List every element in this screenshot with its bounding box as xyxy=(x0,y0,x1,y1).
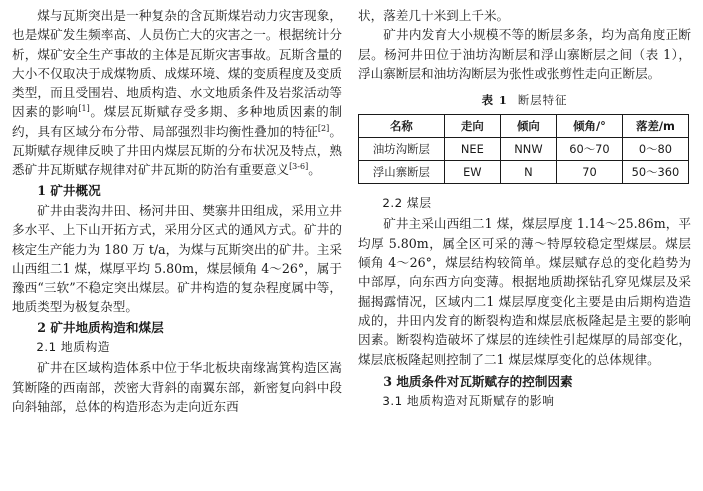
section-heading-2-1-text: 2.1 地质构造 xyxy=(36,340,111,355)
intro-text-part-2: 。煤层瓦斯赋存受多期、多种地质因素的制约，具有区域分布分带、局部强烈非均衡性叠加的特征 xyxy=(12,104,343,139)
table-header-cell: 倾向 xyxy=(500,115,556,138)
table-cell: 油坊沟断层 xyxy=(359,138,445,161)
section-heading-2: 2 矿井地质构造和煤层 xyxy=(37,319,164,335)
table-header-row xyxy=(359,115,689,138)
faults-paragraph: 矿井内发育大小规模不等的断层多条，均为高角度正断层。杨河井田位于油坊沟断层和浮山寨断层之间（表 1），浮山寨断层和油坊沟断层为张性或张剪性走向正断层。 xyxy=(358,27,691,81)
table-cell: NNW xyxy=(500,138,556,161)
table-cell: 60～70 xyxy=(556,138,622,161)
table-row xyxy=(359,138,689,161)
section-heading-3: 3 地质条件对瓦斯赋存的控制因素 xyxy=(383,373,573,389)
table-header-cell: 落差/m xyxy=(622,115,688,138)
table-header-cell: 走向 xyxy=(444,115,500,138)
section-heading-2-2 xyxy=(382,194,691,213)
section-heading-1: 1 矿井概况 xyxy=(37,182,101,198)
table-caption-label: 表 1 xyxy=(481,93,508,108)
section-heading-3-1 xyxy=(382,392,691,411)
table-row xyxy=(359,161,689,184)
table-header-cell: 名称 xyxy=(359,115,445,138)
intro-paragraph: 煤与瓦斯突出是一种复杂的含瓦斯煤岩动力灾害现象，也是煤矿发生频率高、人员伤亡大的灾害之一。根据统计分析，煤矿安全生产事故的主体是瓦斯灾害事故。瓦斯含量的大小不仅取决于成煤物质、成煤环境、煤的变质程度及变质类型，而且受围岩、地质构造、水文地质条件及岩浆活动等因素的影响[1]。煤层瓦斯赋存受多期、多种地质因素的制约，具有区域分布分带、局部强烈非均衡性叠加的特征[2]。瓦斯赋存规律反映了井田内煤层瓦斯的分布状况及特点，熟悉矿井瓦斯赋存规律对矿井瓦斯的防治有重要意义[3-6]。 xyxy=(12,8,343,178)
table-cell: EW xyxy=(444,161,500,184)
table-cell: NEE xyxy=(444,138,500,161)
citation-ref: [1] xyxy=(78,104,90,114)
table-cell: N xyxy=(500,161,556,184)
section-heading-3-1-text: 3.1 地质构造对瓦斯赋存的影响 xyxy=(382,394,555,409)
table-cell: 70 xyxy=(556,161,622,184)
right-column xyxy=(358,6,691,412)
citation-ref: [2] xyxy=(317,123,330,133)
geologic-structure-paragraph: 矿井在区域构造体系中位于华北板块南缘嵩箕构造区嵩箕断隆的西南部，茨密大背斜的南翼东部，新密复向斜中段向斜轴部，总体的构造形态为走向近东西 xyxy=(12,360,342,414)
table-cell: 浮山寨断层 xyxy=(359,161,445,184)
table-caption-title: 断层特征 xyxy=(517,93,568,108)
left-column xyxy=(12,6,342,416)
section-heading-2-1 xyxy=(36,338,342,357)
continuation-paragraph: 状，落差几十米到上千米。 xyxy=(358,8,510,23)
mine-overview-paragraph: 矿井由裴沟井田、杨河井田、樊寨井田组成，采用立井多水平、上下山开拓方式，采用分区式的通风方式。矿井的核定生产能力为 180 万 t/a，为煤与瓦斯突出的矿井。主采山西组二1 煤，煤厚平均 5.80m，煤层倾角 4～26°，属于豫西“三软”不稳定突出煤层。矿井构造的复杂程度属中等，地质类型为极复杂型。 xyxy=(12,202,342,315)
table-header-cell: 倾角/° xyxy=(556,115,622,138)
coal-seam-paragraph: 矿井主采山西组二1 煤，煤层厚度 1.14～25.86m，平均厚 5.80m，属全区可采的薄～特厚较稳定型煤层。煤层倾角 4～26°，煤层结构较简单。煤层赋存总的变化趋势为中部厚，向东西方向变薄。根据地质勘探钻孔穿见煤层及采掘揭露情况，区域内二1 煤层厚度变化主要是由后期构造造成的，井田内发育的断裂构造和煤层底板隆起是主要的影响因素。断裂构造破坏了煤层的连续性引起煤厚的局部变化，煤层底板隆起则控制了二1 煤层煤厚变化的总体规律。 xyxy=(358,216,691,367)
table-caption xyxy=(358,91,691,109)
intro-text-part-1: 煤与瓦斯突出是一种复杂的含瓦斯煤岩动力灾害现象，也是煤矿发生频率高、人员伤亡大的灾害之一。根据统计分析，煤矿安全生产事故的主体是瓦斯灾害事故。瓦斯含量的大小不仅取决于成煤物质、成煤环境、煤的变质程度及变质类型，而且受围岩、地质构造、水文地质条件及岩浆活动等因素的影响 xyxy=(12,8,342,120)
table-cell: 0～80 xyxy=(622,138,688,161)
fault-characteristics-table xyxy=(358,114,689,184)
citation-ref: [3-6] xyxy=(289,162,309,172)
intro-text-part-3: 。瓦斯赋存规律反映了井田内煤层瓦斯的分布状况及特点，熟悉矿井瓦斯赋存规律对矿井瓦斯的防治有重要意义 xyxy=(12,123,343,178)
section-heading-2-2-text: 2.2 煤层 xyxy=(382,196,432,211)
table-cell: 50～360 xyxy=(622,161,688,184)
